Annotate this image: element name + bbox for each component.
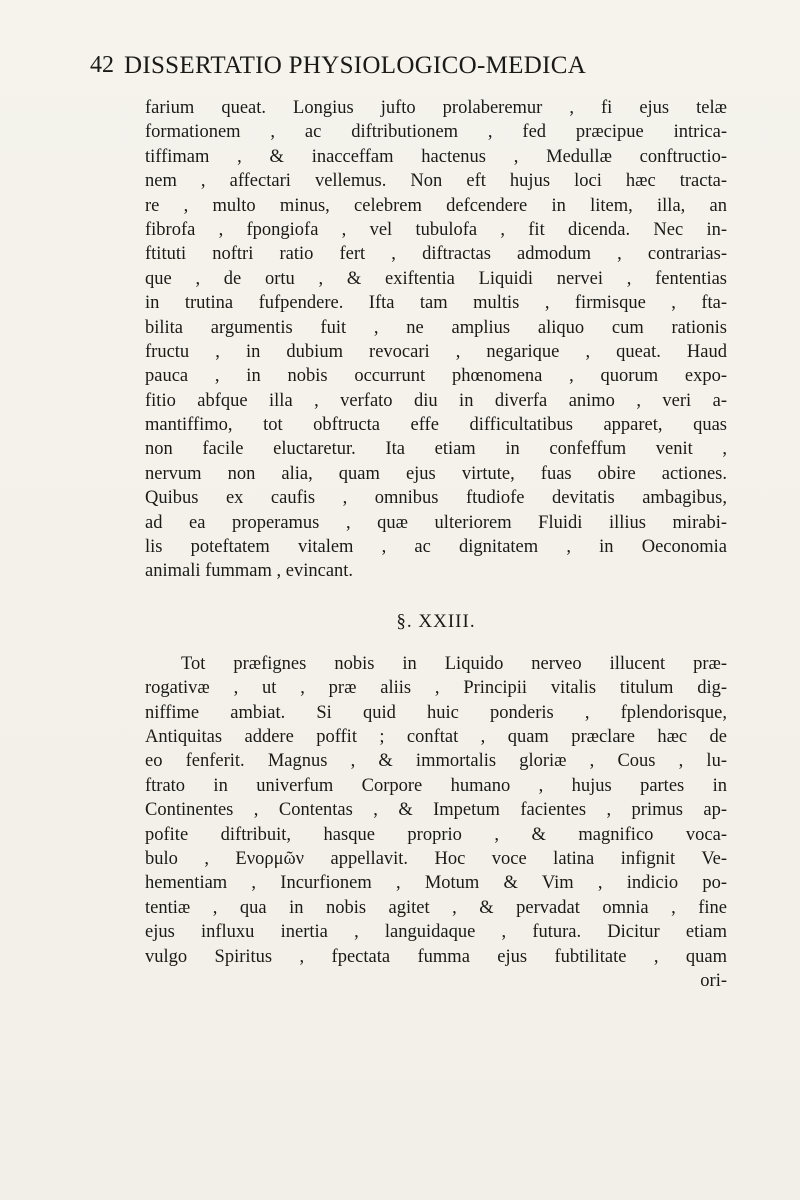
text-line: re , multo minus, celebrem defcendere in litem, illa, an	[145, 195, 727, 216]
text-line: farium queat. Longius jufto prolaberemur , fi ejus telæ	[145, 98, 727, 118]
text-line: niffime ambiat. Si quid huic ponderis , fplendorisque,	[145, 702, 727, 723]
page-header	[90, 52, 710, 92]
text-line: Antiquitas addere poffit ; conftat , quam præclare hæc de	[145, 726, 727, 747]
text-line: tiffimam , & inacceffam hactenus , Medullæ conftructio-	[145, 146, 727, 167]
text-line: ejus influxu inertia , languidaque , futura. Dicitur etiam	[145, 922, 727, 943]
text-line: lis poteftatem vitalem , ac dignitatem , in Oeconomia	[145, 537, 727, 558]
text-line: Quibus ex caufis , omnibus ftudiofe devitatis ambagibus,	[145, 488, 727, 509]
text-line: nem , affectari vellemus. Non eft hujus loci hæc tracta-	[145, 171, 727, 192]
text-line: rogativæ , ut , præ aliis , Principii vitalis titulum dig-	[145, 678, 727, 699]
text-line: formationem , ac diftributionem , fed præcipue intrica-	[145, 122, 727, 143]
text-line: pofite diftribuit, hasque proprio , & magnifico voca-	[145, 824, 727, 845]
text-line: non facile eluctaretur. Ita etiam in confeffum venit ,	[145, 439, 727, 460]
text-line: mantiffimo, tot obftructa effe difficultatibus apparet, quas	[145, 415, 727, 436]
text-line: que , de ortu , & exiftentia Liquidi nervei , fententias	[145, 268, 727, 289]
paragraph-1	[145, 96, 727, 584]
text-line: fibrofa , fpongiofa , vel tubulofa , fit dicenda. Nec in-	[145, 219, 727, 240]
text-line: animali fummam , evincant.	[145, 561, 354, 582]
text-line: vulgo Spiritus , fpectata fumma ejus fubtilitate , quam	[145, 946, 727, 967]
text-line: nervum non alia, quam ejus virtute, fuas obire actiones.	[145, 463, 727, 484]
text-line: fitio abfque illa , verfato diu in diverfa animo , veri a-	[145, 390, 727, 411]
text-line: ad ea properamus , quæ ulteriorem Fluidi illius mirabi-	[145, 512, 727, 533]
body-text	[145, 96, 727, 993]
text-line: in trutina fufpendere. Ifta tam multis , firmisque , fta-	[145, 293, 727, 314]
text-line: ftituti noftri ratio fert , diftractas admodum , contrarias-	[145, 244, 727, 265]
text-line: tentiæ , qua in nobis agitet , & pervadat omnia , fine	[145, 897, 727, 918]
text-line: fructu , in dubium revocari , negarique , queat. Haud	[145, 341, 727, 362]
text-line: bulo , Ενορμῶν appellavit. Hoc voce latina infignit Ve-	[145, 848, 727, 869]
running-head: DISSERTATIO PHYSIOLOGICO-MEDICA	[124, 52, 587, 79]
text-line: Continentes , Contentas , & Impetum facientes , primus ap-	[145, 800, 727, 821]
page-number: 42	[90, 52, 114, 78]
catchword: ori-	[700, 970, 727, 991]
section-heading: §. XXIII.	[396, 610, 476, 632]
text-line: bilita argumentis fuit , ne amplius aliquo cum rationis	[145, 317, 727, 338]
text-line: pauca , in nobis occurrunt phœnomena , quorum expo-	[145, 366, 727, 387]
paragraph-2	[145, 652, 727, 993]
text-line: eo fenferit. Magnus , & immortalis gloriæ , Cous , lu-	[145, 751, 727, 772]
text-line: hementiam , Incurfionem , Motum & Vim , indicio po-	[145, 873, 727, 894]
text-line: Tot præfignes nobis in Liquido nerveo illucent præ-	[181, 653, 727, 674]
text-line: ftrato in univerfum Corpore humano , hujus partes in	[145, 775, 727, 796]
